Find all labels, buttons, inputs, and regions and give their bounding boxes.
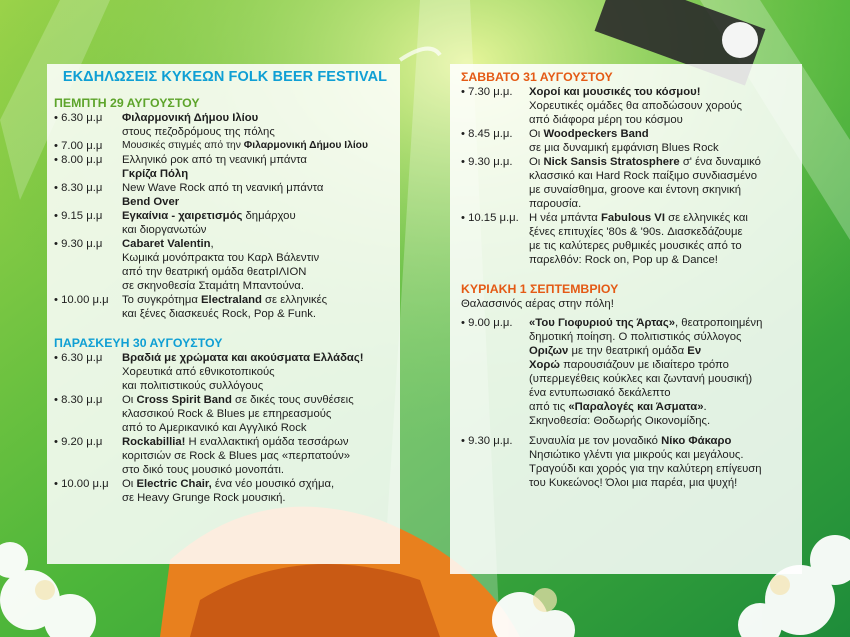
day-heading-sunday: ΚΥΡΙΑΚΗ 1 ΣΕΠΤΕΜΒΡΙΟΥ	[461, 282, 619, 296]
day-heading-saturday: ΣΑΒΒΑΤΟ 31 ΑΥΓΟΥΣΤΟΥ	[461, 70, 613, 84]
festival-title: ΕΚΔΗΛΩΣΕΙΣ ΚΥΚΕΩΝ FOLK BEER FESTIVAL	[62, 69, 388, 85]
event-item: • 8.30 μ.μ New Wave Rock από τη νεανική μπάντα Bend Over	[54, 182, 324, 208]
event-item: • 6.30 μ.μ Φιλαρμονική Δήμου Ιλίου στους πεζοδρόμους της πόλης	[54, 112, 275, 138]
event-item: • 7.30 μ.μ. Χοροί και μουσικές του κόσμου! Χορευτικές ομάδες θα αποδώσουν χορούς από διάφορα μέρη του κόσμου	[461, 86, 742, 126]
event-item: • 10.00 μ.μ Το συγκρότημα Electraland σε ελληνικές και ξένες διασκευές Rock, Pop & Funk.	[54, 294, 328, 320]
event-item: • 8.45 μ.μ. Οι Woodpeckers Band σε μια δυναμική εμφάνιση Blues Rock	[461, 128, 719, 154]
event-item: • 9.30 μ.μ. Συναυλία με τον μοναδικό Νίκο Φάκαρο Νησιώτικο γλέντι για μικρούς και μεγάλους. Τραγούδι και χορός για την καλύτερη επίγευση του Κυκεώνος! Όλοι μια παρέα, μια ψυχή!	[461, 435, 762, 489]
event-item: • 9.00 μ.μ. «Του Γιοφυριού της Άρτας», θεατροποιημένη δημοτική ποίηση. Ο πολιτιστικός σύλλογος Οριζων με την θεατρική ομάδα Εν Χορώ παρουσιάζουν με ιδιαίτερο τρόπο (υπερμεγέθεις κούκλες και ζωντανή μουσική) ένα εντυπωσιακό δεκάλεπτο από τις «Παραλογές και Άσματα». Σκηνοθεσία: Θοδωρής Οικονομίδης.	[461, 317, 763, 427]
event-item: • 8.30 μ.μ Οι Cross Spirit Band σε δικές τους συνθέσεις κλασσικού Rock & Blues με επηρεασμούς από το Αμερικανικό και Αγγλικό Rock	[54, 394, 354, 434]
event-item: • 9.30 μ.μ. Οι Nick Sansis Stratosphere σ' ένα δυναμικό κλασσικό και Hard Rock παίξιμο συνδιασμένο με συναίσθημα, groove και έντονη σκηνική παρουσία.	[461, 156, 761, 210]
day-heading-friday: ΠΑΡΑΣΚΕΥΗ 30 ΑΥΓΟΥΣΤΟΥ	[54, 336, 223, 350]
left-schedule	[54, 70, 396, 505]
event-item: • 9.20 μ.μ Rockabillia! Η εναλλακτική ομάδα τεσσάρων κοριτσιών σε Rock & Blues μας «περπατούν» στο δικό τους μουσικό μονοπάτι.	[54, 436, 351, 476]
event-item: • 9.30 μ.μ Cabaret Valentin, Κωμικά μονόπρακτα του Καρλ Βάλεντιν από την θεατρική ομάδα θεατρΙΛΙΟΝ σε σκηνοθεσία Σταμάτη Μπαντούνα.	[54, 238, 320, 292]
event-item: • 8.00 μ.μ Ελληνικό ροκ από τη νεανική μπάντα Γκρίζα Πόλη	[54, 154, 307, 180]
day-heading-thursday: ΠΕΜΠΤΗ 29 ΑΥΓΟΥΣΤΟΥ	[54, 96, 200, 110]
event-item: • 10.00 μ.μ Οι Electric Chair, ένα νέο μουσικό σχήμα, σε Heavy Grunge Rock μουσική.	[54, 478, 335, 504]
day-subtitle: Θαλασσινός αέρας στην πόλη!	[461, 298, 614, 310]
event-item: • 6.30 μ.μ Βραδιά με χρώματα και ακούσματα Ελλάδας! Χορευτικά από εθνικοτοπικούς και πολιτιστικούς συλλόγους	[54, 352, 364, 392]
event-item: • 9.15 μ.μ Εγκαίνια - χαιρετισμός δημάρχου και διοργανωτών	[54, 210, 296, 236]
event-item: • 7.00 μ.μ Μουσικές στιγμές από την Φιλαρμονική Δήμου Ιλίου	[54, 140, 368, 152]
right-schedule	[461, 70, 797, 490]
event-item: • 10.15 μ.μ. Η νέα μπάντα Fabulous VI σε ελληνικές και ξένες επιτυχίες '80s & '90s. Διασκεδάζουμε με τις καλύτερες ρυθμικές μουσικές από το παρελθόν: Rock on, Pop up & Dance!	[461, 212, 748, 266]
